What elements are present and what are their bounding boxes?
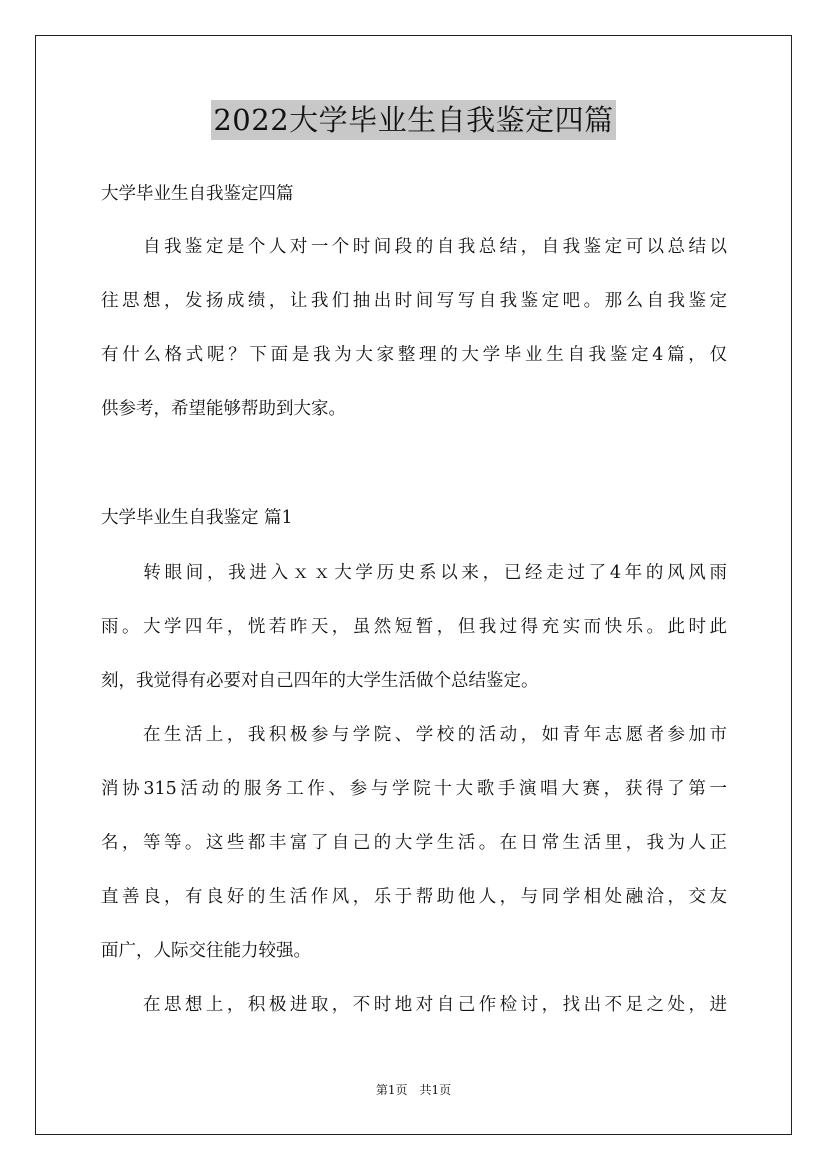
paragraph-line: 在思想上，积极进取，不时地对自己作检讨，找出不足之处，进 [101,995,727,1015]
intro-line: 往思想，发扬成绩，让我们抽出时间写写自我鉴定吧。那么自我鉴定 [101,291,727,311]
paragraph-line: 面广，人际交往能力较强。 [101,941,311,961]
paragraph-line: 直善良，有良好的生活作风，乐于帮助他人，与同学相处融洽，交友 [101,887,727,907]
subtitle: 大学毕业生自我鉴定四篇 [101,184,294,204]
page-number-footer: 第1页 共1页 [375,1083,452,1097]
document-title: 2022大学毕业生自我鉴定四篇 [211,100,615,140]
intro-line: 供参考，希望能够帮助到大家。 [101,399,346,419]
paragraph-line: 名，等等。这些都丰富了自己的大学生活。在日常生活里，我为人正 [101,833,727,853]
paragraph-line: 雨。大学四年，恍若昨天，虽然短暂，但我过得充实而快乐。此时此 [101,617,727,637]
paragraph-line: 刻，我觉得有必要对自己四年的大学生活做个总结鉴定。 [101,671,539,691]
paragraph-line: 转眼间，我进入ｘｘ大学历史系以来，已经走过了4年的风风雨 [101,563,727,583]
intro-line: 自我鉴定是个人对一个时间段的自我总结，自我鉴定可以总结以 [101,237,727,257]
intro-line: 有什么格式呢？下面是我为大家整理的大学毕业生自我鉴定4篇，仅 [101,345,727,365]
section-heading: 大学毕业生自我鉴定 篇1 [101,508,293,528]
paragraph-line: 在生活上，我积极参与学院、学校的活动，如青年志愿者参加市 [101,725,727,745]
title-container [0,100,827,140]
paragraph-line: 消协315活动的服务工作、参与学院十大歌手演唱大赛，获得了第一 [101,779,727,799]
